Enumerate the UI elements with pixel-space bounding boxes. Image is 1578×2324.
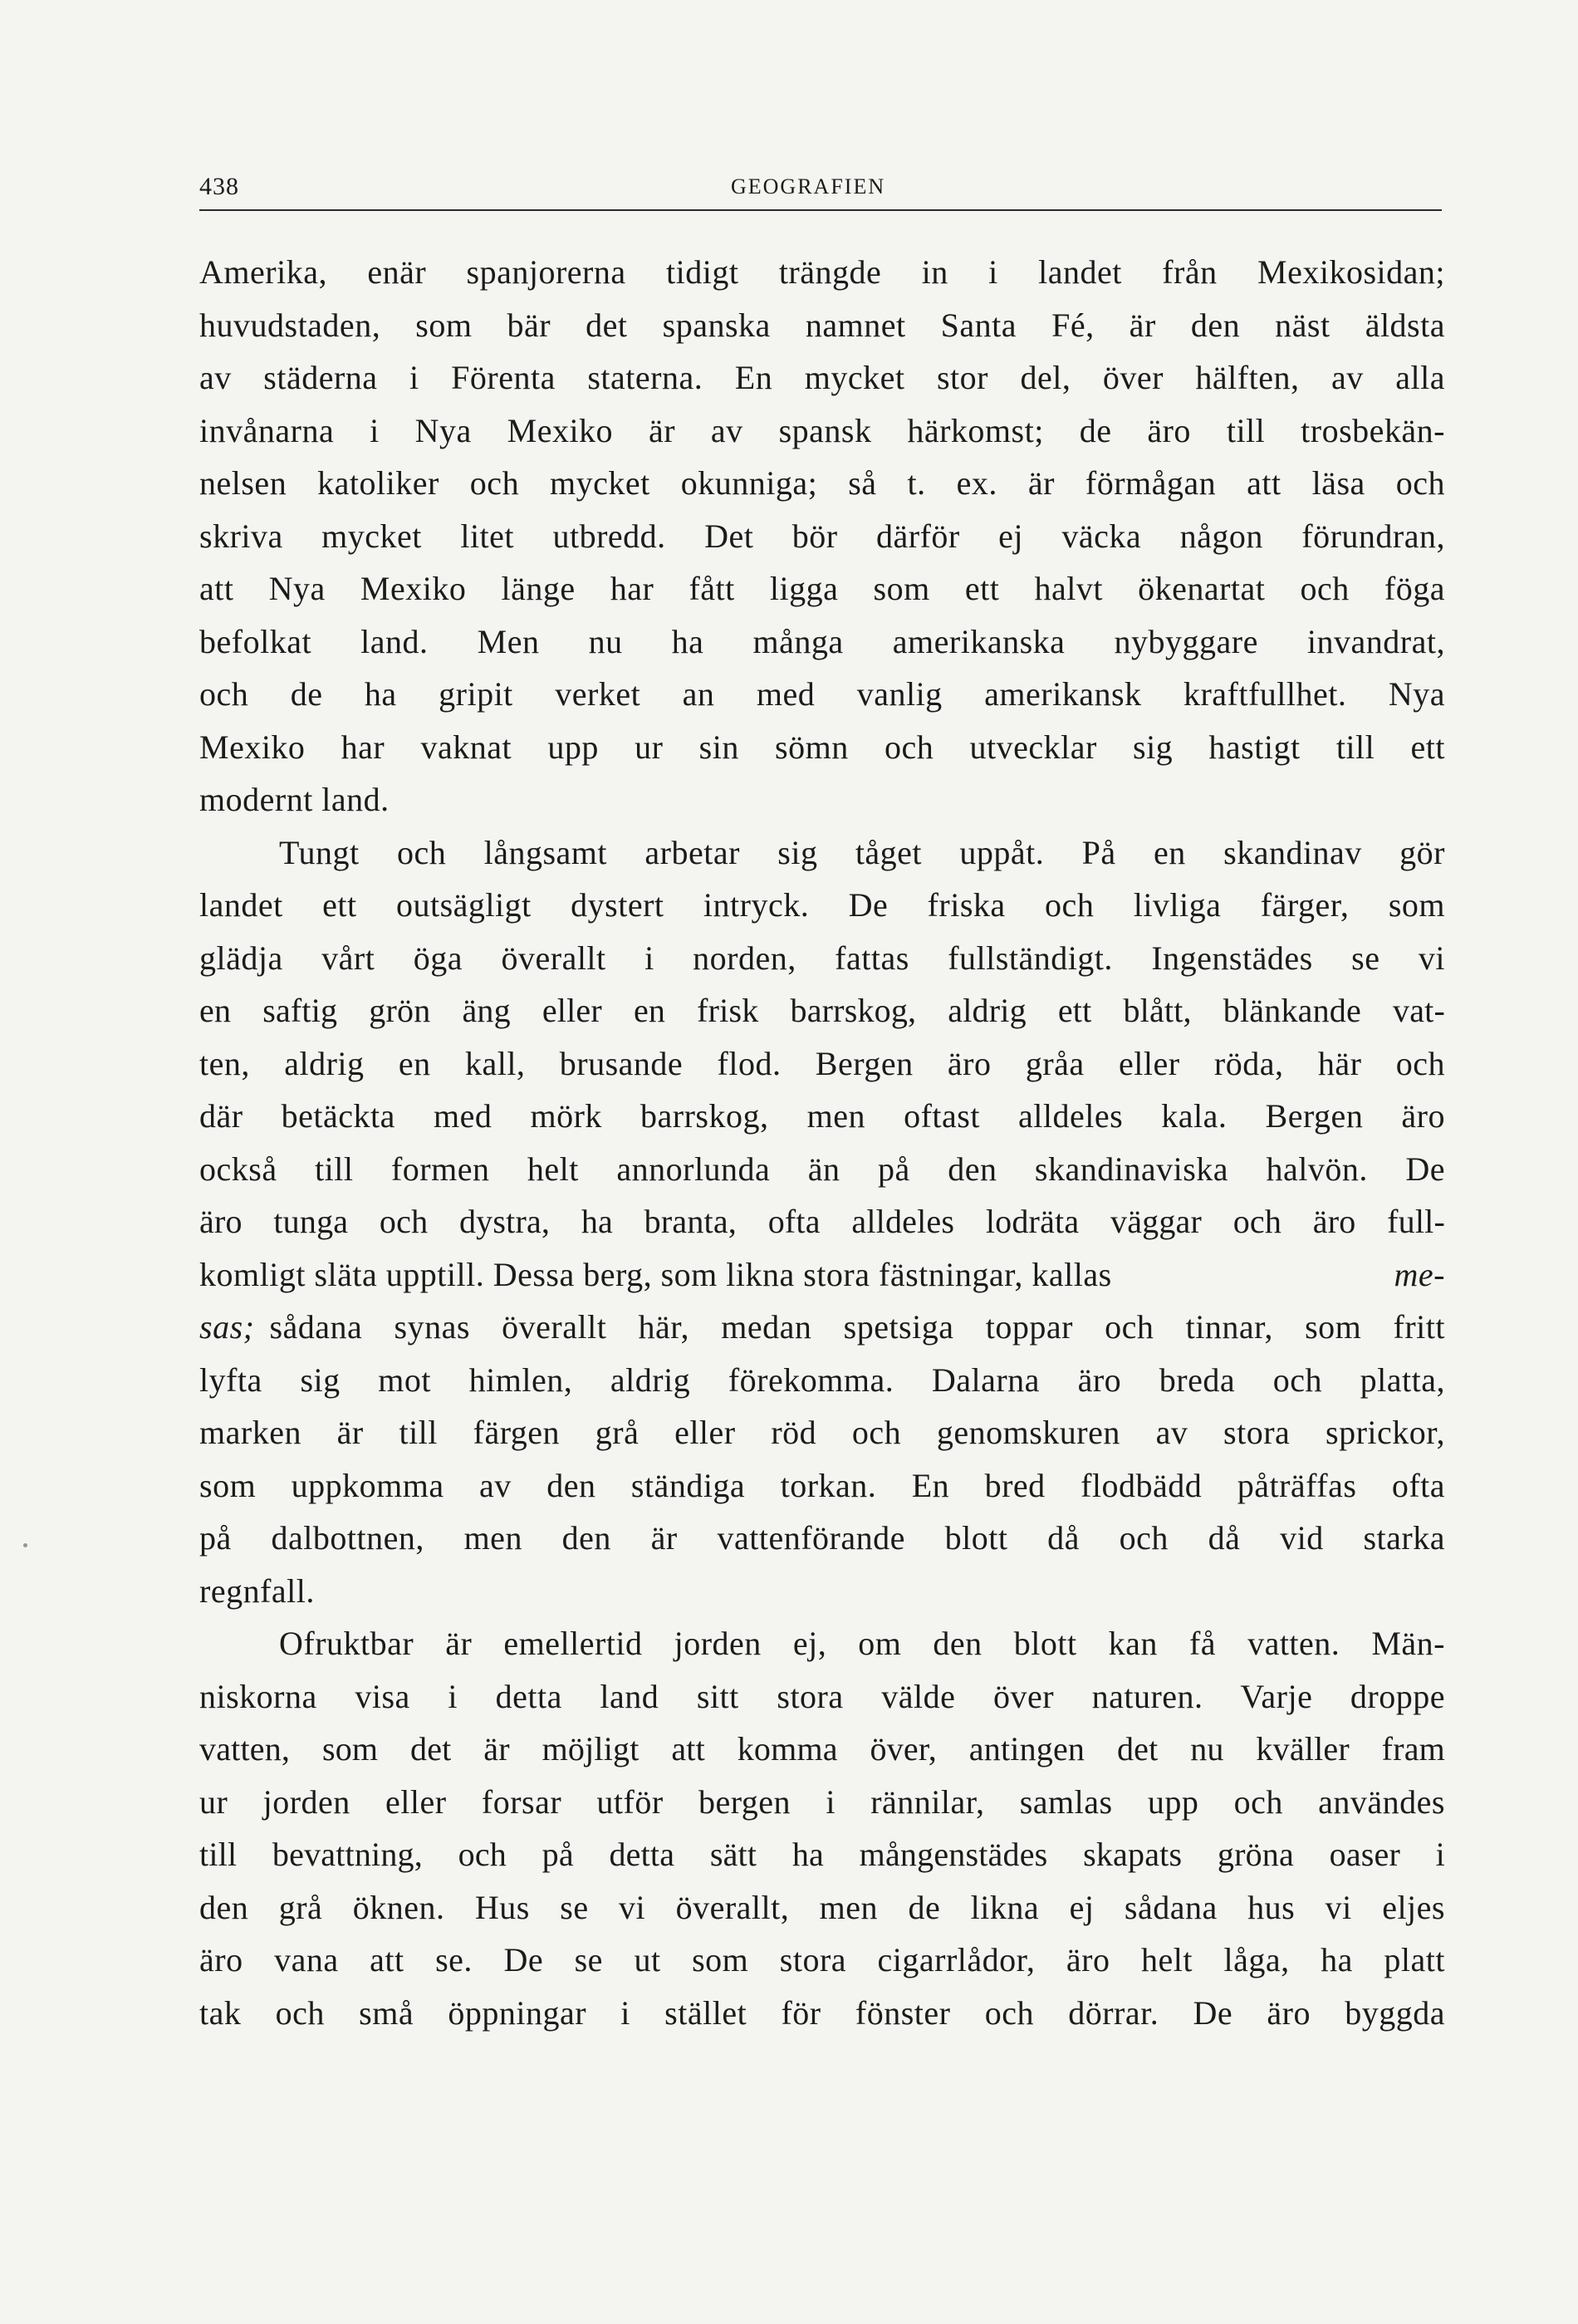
text-line: äro tunga och dystra, ha branta, ofta alldeles lodräta väggar och äro full- <box>199 1203 1445 1240</box>
text-line: skriva mycket litet utbredd. Det bör därför ej väcka någon förundran, <box>199 517 1445 555</box>
text-line: tak och små öppningar i stället för fönster och dörrar. De äro byggda <box>199 1993 1445 2032</box>
text-line: huvudstaden, som bär det spanska namnet Santa Fé, är den näst äldsta <box>199 306 1445 344</box>
text-line <box>199 1248 1445 1302</box>
text-line: den grå öknen. Hus se vi överallt, men de likna ej sådana hus vi eljes <box>199 1888 1445 1926</box>
running-head: GEOGRAFIEN <box>731 174 886 199</box>
paragraph-start-line: Ofruktbar är emellertid jorden ej, om den blott kan få vatten. Män- <box>279 1625 1445 1662</box>
text-line: av städerna i Förenta staterna. En mycket stor del, över hälften, av alla <box>199 359 1445 396</box>
text-line: Amerika, enär spanjorerna tidigt trängde in i landet från Mexikosidan; <box>199 253 1445 291</box>
text-line: och de ha gripit verket an med vanlig amerikansk kraftfullhet. Nya <box>199 675 1445 713</box>
paragraph-start-line: Tungt och långsamt arbetar sig tåget uppåt. På en skandinav gör <box>279 833 1445 871</box>
text-line: vatten, som det är möjligt att komma över, antingen det nu kväller fram <box>199 1730 1445 1768</box>
text-line-body: sådana synas överallt här, medan spetsiga toppar och tinnar, som fritt <box>269 1308 1445 1346</box>
text-line: att Nya Mexiko länge har fått ligga som ett halvt ökenartat och föga <box>199 570 1445 607</box>
page-number: 438 <box>199 173 239 200</box>
text-line: glädja vårt öga överallt i norden, fattas fullständigt. Ingenstädes se vi <box>199 939 1445 977</box>
text-line: där betäckta med mörk barrskog, men oftast alldeles kala. Bergen äro <box>199 1097 1445 1135</box>
text-line-body: komligt släta upptill. Dessa berg, som likna stora fästningar, kallas <box>199 1255 1112 1293</box>
paper-speck <box>23 1543 27 1547</box>
text-line: till bevattning, och på detta sätt ha mångenstädes skapats gröna oaser i <box>199 1836 1445 1873</box>
text-line: befolkat land. Men nu ha många amerikanska nybyggare invandrat, <box>199 622 1445 660</box>
italic-term: sas; <box>199 1308 255 1346</box>
text-line: lyfta sig mot himlen, aldrig förekomma. Dalarna äro breda och platta, <box>199 1361 1445 1399</box>
text-line: äro vana att se. De se ut som stora cigarrlådor, äro helt låga, ha platt <box>199 1941 1445 1978</box>
page-header <box>199 166 1442 211</box>
text-line: en saftig grön äng eller en frisk barrskog, aldrig ett blått, blänkande vat- <box>199 992 1445 1029</box>
text-line: niskorna visa i detta land sitt stora välde över naturen. Varje droppe <box>199 1677 1445 1715</box>
text-line: invånarna i Nya Mexiko är av spansk härkomst; de äro till trosbekän- <box>199 411 1445 449</box>
text-line: modernt land. <box>199 781 390 818</box>
text-line: ur jorden eller forsar utför bergen i rännilar, samlas upp och användes <box>199 1782 1445 1821</box>
text-line: regnfall. <box>199 1571 315 1610</box>
text-line: marken är till färgen grå eller röd och genomskuren av stora sprickor, <box>199 1414 1445 1451</box>
text-line: på dalbottnen, men den är vattenförande blott då och då vid starka <box>199 1519 1445 1557</box>
text-line: ten, aldrig en kall, brusande flod. Bergen äro gråa eller röda, här och <box>199 1044 1445 1082</box>
text-line <box>199 1301 1445 1354</box>
text-line: som uppkomma av den ständiga torkan. En bred flodbädd påträffas ofta <box>199 1466 1445 1504</box>
text-line: också till formen helt annorlunda än på den skandinaviska halvön. De <box>199 1150 1445 1188</box>
body-text <box>199 246 1445 2039</box>
text-line: Mexiko har vaknat upp ur sin sömn och utvecklar sig hastigt till ett <box>199 728 1445 766</box>
text-line: landet ett outsägligt dystert intryck. De friska och livliga färger, som <box>199 886 1445 924</box>
text-line: nelsen katoliker och mycket okunniga; så t. ex. är förmågan att läsa och <box>199 464 1445 502</box>
italic-term: me- <box>1394 1255 1445 1293</box>
